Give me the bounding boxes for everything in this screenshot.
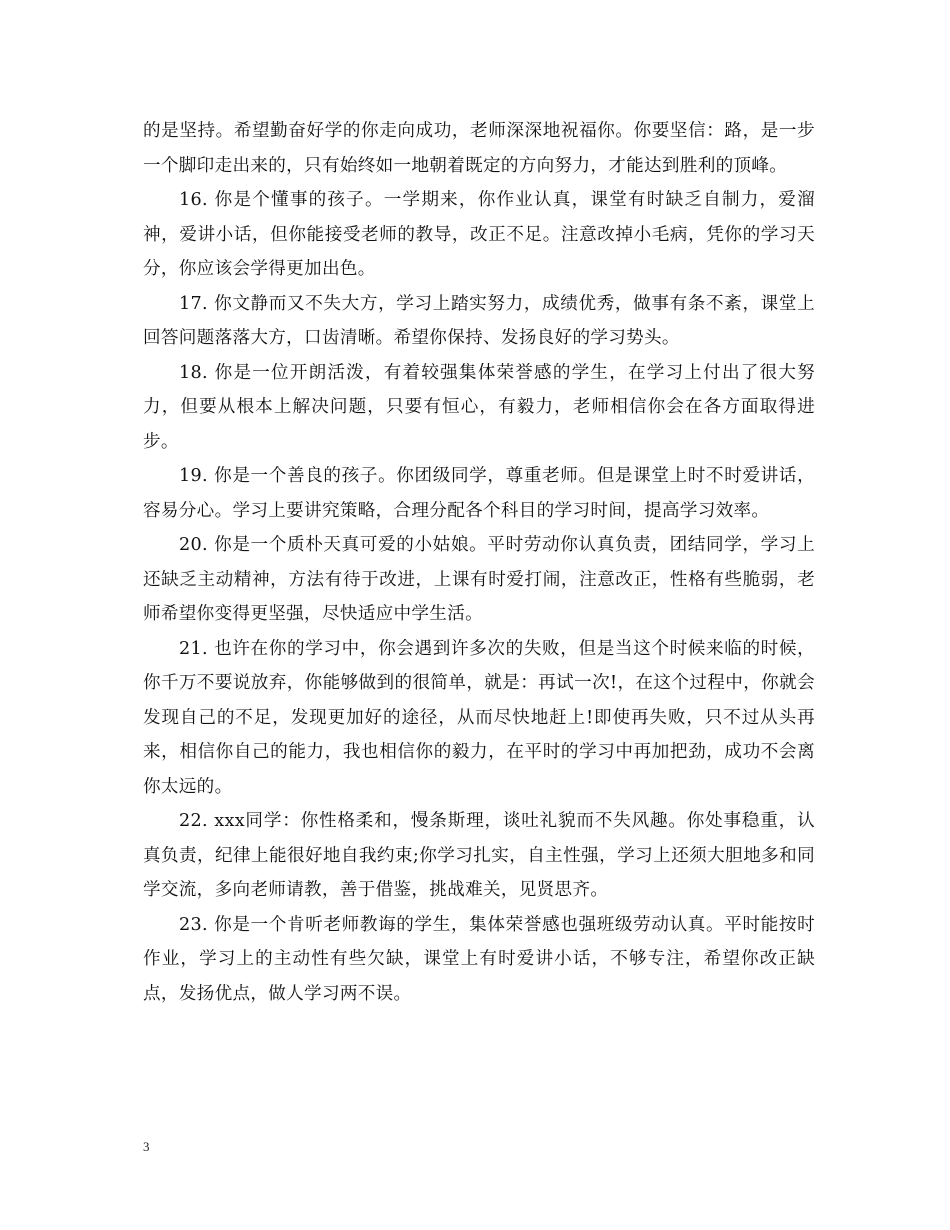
paragraph-item-20: 20. 你是一个质朴天真可爱的小姑娘。平时劳动你认真负责，团结同学，学习上还缺乏主动精神，方法有待于改进，上课有时爱打闹，注意改正，性格有些脆弱，老师希望你变得更坚强，尽快适应中学生活。 bbox=[143, 535, 815, 624]
paragraph-item-21: 21. 也许在你的学习中，你会遇到许多次的失败，但是当这个时候来临的时候，你千万不要说放弃，你能够做到的很简单，就是：再试一次!，在这个过程中，你就会发现自己的不足，发现更加好的途径，从而尽快地赶上!即使再失败，只不过从头再来，相信你自己的能力，我也相信你的毅力，在平时的学习中再加把劲，成功不会离你太远的。 bbox=[143, 638, 815, 797]
document-body bbox=[143, 114, 815, 1011]
paragraph-item-23: 23. 你是一个肯听老师教诲的学生，集体荣誉感也强班级劳动认真。平时能按时作业，学习上的主动性有些欠缺，课堂上有时爱讲小话，不够专注，希望你改正缺点，发扬优点，做人学习两不误。 bbox=[143, 914, 815, 1004]
paragraph-item-17: 17. 你文静而又不失大方，学习上踏实努力，成绩优秀，做事有条不紊，课堂上回答问题落落大方，口齿清晰。希望你保持、发扬良好的学习势头。 bbox=[143, 293, 815, 348]
paragraph-item-22: 22. xxx同学：你性格柔和，慢条斯理，谈吐礼貌而不失风趣。你处事稳重，认真负责，纪律上能很好地自我约束;你学习扎实，自主性强，学习上还须大胆地多和同学交流，多向老师请教，善于借鉴，挑战难关，见贤思齐。 bbox=[143, 811, 815, 900]
paragraph-item-16: 16. 你是个懂事的孩子。一学期来，你作业认真，课堂有时缺乏自制力，爱溜神，爱讲小话，但你能接受老师的教导，改正不足。注意改掉小毛病，凭你的学习天分，你应该会学得更加出色。 bbox=[143, 190, 815, 279]
paragraph-item-19: 19. 你是一个善良的孩子。你团级同学，尊重老师。但是课堂上时不时爱讲话，容易分心。学习上要讲究策略，合理分配各个科目的学习时间，提高学习效率。 bbox=[143, 466, 815, 521]
paragraph-continuation: 的是坚持。希望勤奋好学的你走向成功，老师深深地祝福你。你要坚信：路，是一步一个脚印走出来的，只有始终如一地朝着既定的方向努力，才能达到胜利的顶峰。 bbox=[143, 121, 815, 176]
paragraph-item-18: 18. 你是一位开朗活泼，有着较强集体荣誉感的学生，在学习上付出了很大努力，但要从根本上解决问题，只要有恒心，有毅力，老师相信你会在各方面取得进步。 bbox=[143, 362, 815, 452]
page-number: 3 bbox=[143, 1139, 150, 1154]
